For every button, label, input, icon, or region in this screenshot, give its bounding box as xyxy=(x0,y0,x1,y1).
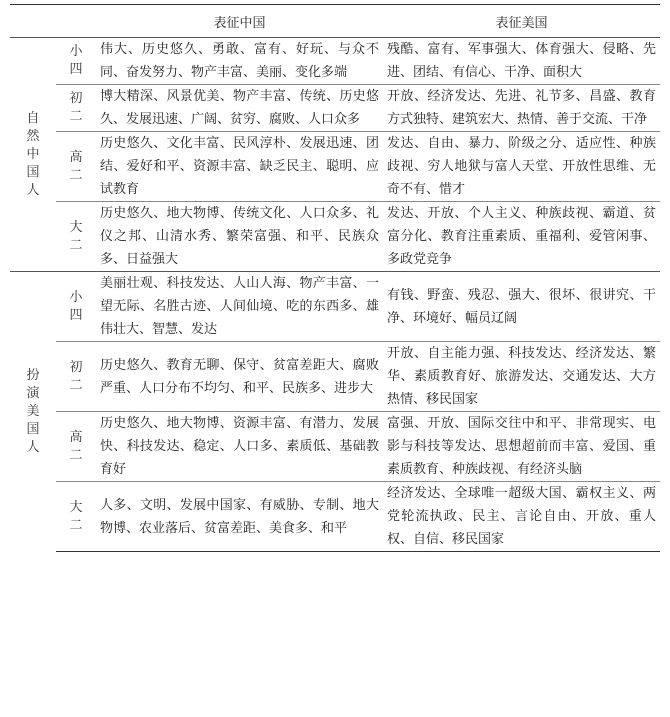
grade-label: 大二 xyxy=(56,482,96,552)
china-cell: 历史悠久、文化丰富、民风淳朴、发展迅速、团结、爱好和平、资源丰富、缺乏民主、聪明、应试教育 xyxy=(96,132,383,202)
header-china: 表征中国 xyxy=(96,5,383,38)
grade-label: 高二 xyxy=(56,132,96,202)
table-row xyxy=(10,132,660,202)
table-row xyxy=(10,38,660,85)
grade-label: 初二 xyxy=(56,85,96,132)
header-blank xyxy=(10,5,96,38)
grade-label: 大二 xyxy=(56,202,96,272)
china-cell: 博大精深、风景优美、物产丰富、传统、历史悠久、发展迅速、广阔、贫穷、腐败、人口众多 xyxy=(96,85,383,132)
header-usa: 表征美国 xyxy=(383,5,660,38)
china-cell: 历史悠久、教育无聊、保守、贫富差距大、腐败严重、人口分布不均匀、和平、民族多、进步大 xyxy=(96,342,383,412)
table-row xyxy=(10,272,660,342)
grade-label: 高二 xyxy=(56,412,96,482)
usa-cell: 残酷、富有、军事强大、体育强大、侵略、先进、团结、有信心、干净、面积大 xyxy=(387,42,656,80)
table-row xyxy=(10,342,660,412)
table-row xyxy=(10,482,660,552)
grade-label: 小四 xyxy=(56,272,96,342)
group-label-playing-american: 扮演美国人 xyxy=(10,272,56,552)
table-row xyxy=(10,85,660,132)
usa-cell: 有钱、野蛮、残忍、强大、很坏、很讲究、干净、环境好、幅员辽阔 xyxy=(383,272,660,342)
usa-cell: 开放、经济发达、先进、礼节多、昌盛、教育方式独特、建筑宏大、热情、善于交流、干净 xyxy=(383,85,660,132)
usa-cell: 发达、开放、个人主义、种族歧视、霸道、贫富分化、教育注重素质、重福利、爱管闲事、多政党竞争 xyxy=(383,202,660,272)
usa-cell: 开放、自主能力强、科技发达、经济发达、繁华、素质教育好、旅游发达、交通发达、大方热情、移民国家 xyxy=(383,342,660,412)
china-cell: 历史悠久、地大物博、传统文化、人口众多、礼仪之邦、山清水秀、繁荣富强、和平、民族众多、日益强大 xyxy=(96,202,383,272)
china-cell: 美丽壮观、科技发达、人山人海、物产丰富、一望无际、名胜古迹、人间仙境、吃的东西多、雄伟壮大、智慧、发达 xyxy=(96,272,383,342)
table-row xyxy=(10,202,660,272)
table-header-row xyxy=(10,5,660,38)
china-cell: 伟大、历史悠久、勇敢、富有、好玩、与众不同、奋发努力、物产丰富、美丽、变化多端 xyxy=(100,42,379,80)
grade-label: 小四 xyxy=(69,44,83,77)
china-cell: 人多、文明、发展中国家、有威胁、专制、地大物博、农业落后、贫富差距、美食多、和平 xyxy=(96,482,383,552)
usa-cell: 富强、开放、国际交往中和平、非常现实、电影与科技等发达、思想超前而丰富、爱国、重素质教育、种族歧视、有经济头脑 xyxy=(383,412,660,482)
china-cell: 历史悠久、地大物博、资源丰富、有潜力、发展快、科技发达、稳定、人口多、素质低、基础教育好 xyxy=(96,412,383,482)
grade-label: 初二 xyxy=(56,342,96,412)
group-label-natural-chinese: 自然中国人 xyxy=(26,110,40,198)
usa-cell: 发达、自由、暴力、阶级之分、适应性、种族歧视、穷人地狱与富人天堂、开放性思维、无奇不有、惜才 xyxy=(383,132,660,202)
table-row xyxy=(10,412,660,482)
usa-cell: 经济发达、全球唯一超级大国、霸权主义、两党轮流执政、民主、言论自由、开放、重人权、自信、移民国家 xyxy=(383,482,660,552)
representation-table xyxy=(10,4,660,552)
